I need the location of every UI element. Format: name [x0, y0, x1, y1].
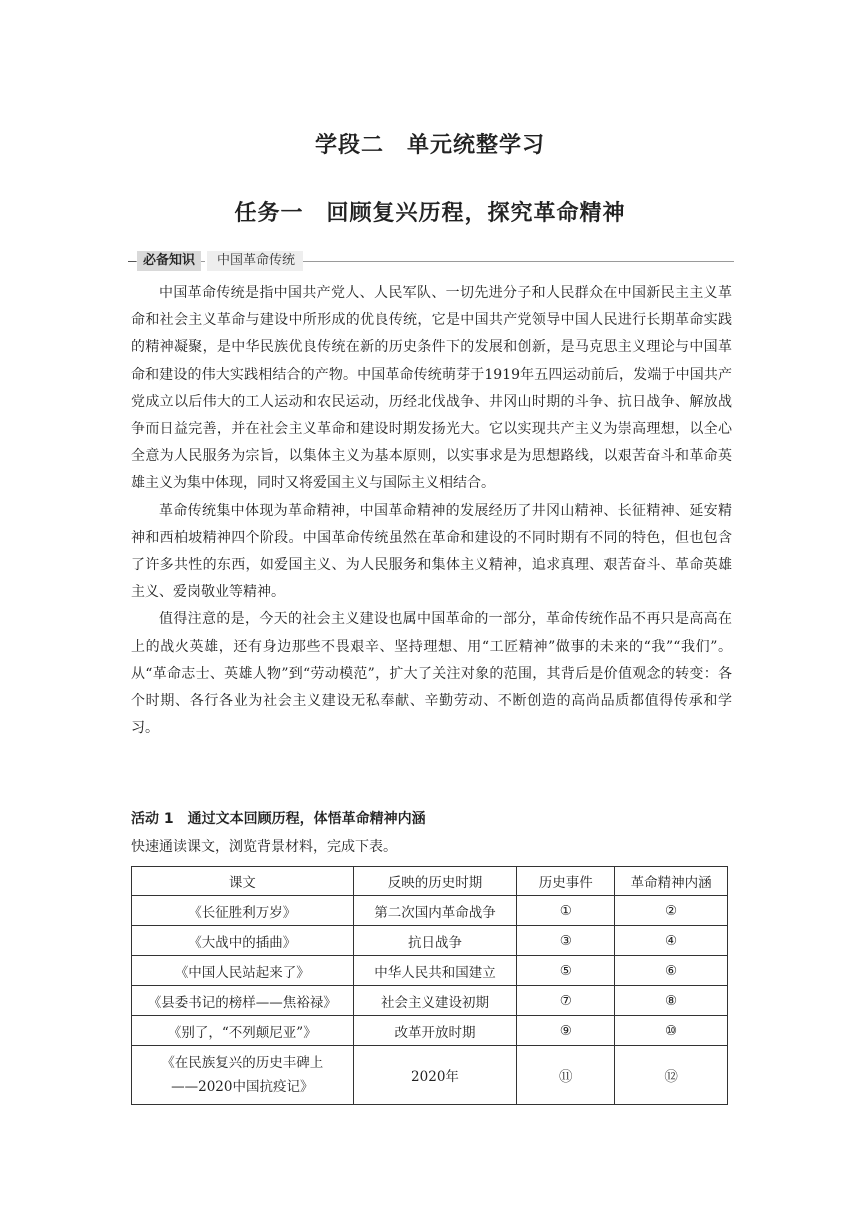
cell-text-line-2: ——2020中国抗疫记》 — [171, 1079, 314, 1095]
section-lead-mark — [128, 261, 136, 262]
body-text — [131, 280, 732, 742]
cell-spirit: ⑥ — [615, 956, 728, 986]
cell-event: ⑤ — [517, 956, 615, 986]
cell-event: ⑦ — [517, 986, 615, 1016]
paragraph-1: 中国革命传统是指中国共产党人、人民军队、一切先进分子和人民群众在中国新民主主义革命和社会主义革命与建设中所形成的优良传统，它是中国共产党领导中国人民进行长期革命实践的精神凝聚，是中华民族优良传统在新的历史条件下的发展和创新，是马克思主义理论与中国革命和建设的伟大实践相结合的产物。中国革命传统萌芽于1919年五四运动前后，发端于中国共产党成立以后伟大的工人运动和农民运动，历经北伐战争、井冈山时期的斗争、抗日战争、解放战争而日益完善，并在社会主义革命和建设时期发扬光大。它以实现共产主义为崇高理想，以全心全意为人民服务为宗旨，以集体主义为基本原则，以实事求是为思想路线，以艰苦奋斗和革命英雄主义为集中体现，同时又将爱国主义与国际主义相结合。 — [131, 285, 732, 492]
cell-text-line-1: 《在民族复兴的历史丰碑上 — [161, 1055, 324, 1071]
cell-text — [132, 1046, 354, 1105]
section-tag: 必备知识 — [137, 251, 201, 271]
activity-description: 快速通读课文，浏览背景材料，完成下表。 — [131, 839, 397, 855]
cell-period: 中华人民共和国建立 — [353, 956, 517, 986]
cell-text: 《长征胜利万岁》 — [132, 896, 354, 926]
section-name: 中国革命传统 — [205, 251, 303, 271]
cell-text: 《县委书记的榜样——焦裕禄》 — [132, 986, 354, 1016]
column-header-text: 课文 — [132, 867, 354, 896]
task-title: 任务一 回顾复兴历程，探究革命精神 — [234, 201, 626, 226]
table-row — [132, 956, 728, 986]
cell-period: 社会主义建设初期 — [353, 986, 517, 1016]
cell-text: 《中国人民站起来了》 — [132, 956, 354, 986]
table-row — [132, 1016, 728, 1046]
activity-title: 活动 1 通过文本回顾历程，体悟革命精神内涵 — [131, 811, 426, 827]
cell-text: 《别了，“不列颠尼亚”》 — [132, 1016, 354, 1046]
column-header-period: 反映的历史时期 — [353, 867, 517, 896]
cell-text: 《大战中的插曲》 — [132, 926, 354, 956]
cell-spirit: ⑫ — [615, 1046, 728, 1105]
cell-period: 改革开放时期 — [353, 1016, 517, 1046]
cell-period: 2020年 — [353, 1046, 517, 1105]
page-title: 学段二 单元统整学习 — [314, 133, 545, 158]
table-row — [132, 986, 728, 1016]
table-header-row — [132, 867, 728, 896]
cell-spirit: ② — [615, 896, 728, 926]
column-header-spirit: 革命精神内涵 — [615, 867, 728, 896]
cell-event: ⑪ — [517, 1046, 615, 1105]
activity-table — [131, 866, 728, 1105]
section-header-bar — [128, 250, 734, 272]
table-row — [132, 926, 728, 956]
paragraph-3: 值得注意的是，今天的社会主义建设也属中国革命的一部分，革命传统作品不再只是高高在上的战火英雄，还有身边那些不畏艰辛、坚持理想、用“工匠精神”做事的未来的“我”“我们”。从“革命志士、英雄人物”到“劳动模范”，扩大了关注对象的范围，其背后是价值观念的转变：各个时期、各行各业为社会主义建设无私奉献、辛勤劳动、不断创造的高尚品质都值得传承和学习。 — [131, 611, 732, 737]
cell-event: ⑨ — [517, 1016, 615, 1046]
cell-spirit: ④ — [615, 926, 728, 956]
cell-event: ③ — [517, 926, 615, 956]
cell-period: 第二次国内革命战争 — [353, 896, 517, 926]
column-header-event: 历史事件 — [517, 867, 615, 896]
cell-period: 抗日战争 — [353, 926, 517, 956]
cell-event: ① — [517, 896, 615, 926]
paragraph-2: 革命传统集中体现为革命精神，中国革命精神的发展经历了井冈山精神、长征精神、延安精神和西柏坡精神四个阶段。中国革命传统虽然在革命和建设的不同时期有不同的特色，但也包含了许多共性的东西，如爱国主义、为人民服务和集体主义精神，追求真理、艰苦奋斗、革命英雄主义、爱岗敬业等精神。 — [131, 502, 732, 601]
cell-spirit: ⑧ — [615, 986, 728, 1016]
cell-spirit: ⑩ — [615, 1016, 728, 1046]
table-row — [132, 1046, 728, 1105]
table-row — [132, 896, 728, 926]
